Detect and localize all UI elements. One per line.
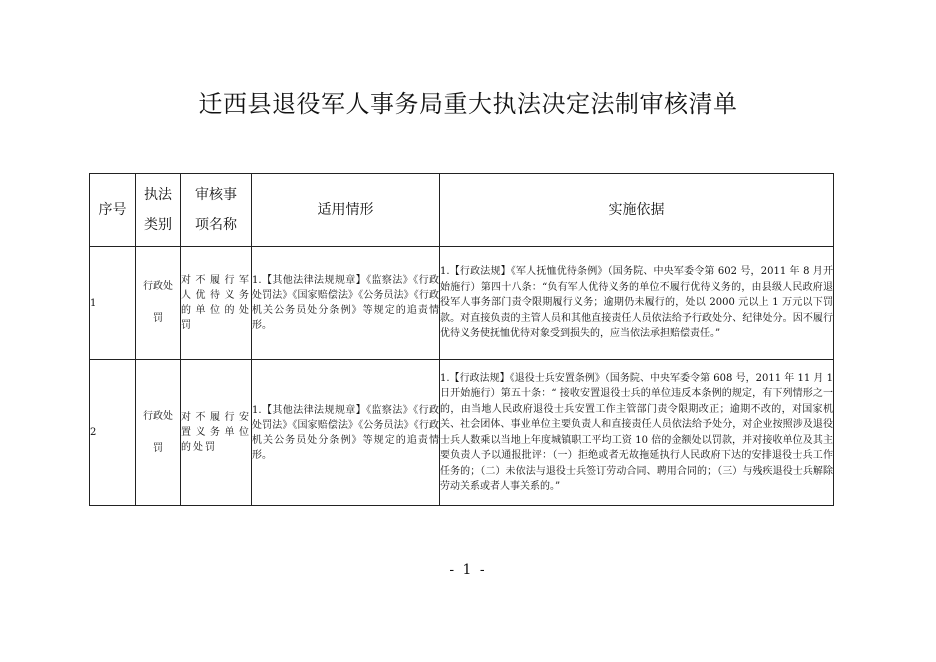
row-category — [136, 360, 181, 506]
document-title: 迁西县退役军人事务局重大执法决定法制审核清单 — [198, 90, 738, 118]
row-condition: 1.【其他法律法规规章】《监察法》《行政处罚法》《国家赔偿法》《公务员法》《行政机关公务员处分条例》等规定的追责情形。 — [252, 247, 440, 360]
row-condition: 1.【其他法律法规规章】《监察法》《行政处罚法》《国家赔偿法》《公务员法》《行政机关公务员处分条例》等规定的追责情形。 — [252, 360, 440, 506]
page-number: - 1 - — [449, 562, 487, 578]
header-item-line1: 审核事 — [195, 187, 237, 203]
header-item-name — [181, 174, 252, 247]
table-row — [90, 247, 834, 360]
table-header-row — [90, 174, 834, 247]
header-item-line2: 项名称 — [195, 217, 237, 233]
row-category — [136, 247, 181, 360]
row-category-line2: 罚 — [153, 442, 163, 454]
header-basis: 实施依据 — [440, 174, 834, 247]
row-category-line1: 行政处 — [143, 281, 173, 292]
row-item-name: 对不履行安置义务单位的处罚 — [181, 360, 252, 506]
row-category-line1: 行政处 — [143, 410, 173, 422]
row-basis: 1.【行政法规】《军人抚恤优待条例》（国务院、中央军委令第 602 号，2011 年 8 月开始施行）第四十八条：“负有军人优待义务的单位不履行优待义务的，由县级人民政府退役军人事务部门责令限期履行义务；逾期仍未履行的，处以 2000 元以上 1 万元以下罚款。对直接负责的主管人员和其他直接责任人员依法给予行政处分、纪律处分。因不履行优待义务使抚恤优待对象受到损失的，应当依法承担赔偿责任。” — [440, 247, 834, 360]
table-row — [90, 360, 834, 506]
row-basis: 1.【行政法规】《退役士兵安置条例》（国务院、中央军委令第 608 号，2011 年 11 月 1 日开始施行）第五十条：“ 接收安置退役士兵的单位违反本条例的规定，有下列情形之一的，由当地人民政府退役士兵安置工作主管部门责令限期改正；逾期不改的，对国家机关、社会团体、事业单位主要负责人和直接责任人员依法给予处分，对企业按照涉及退役士兵人数乘以当地上年度城镇职工平均工资 10 倍的金额处以罚款，并对接收单位及其主要负责人予以通报批评：（一）拒绝或者无故拖延执行人民政府下达的安排退役士兵工作任务的；（二）未依法与退役士兵签订劳动合同、聘用合同的；（三）与残疾退役士兵解除劳动关系或者人事关系的。” — [440, 360, 834, 506]
row-index: 1 — [90, 247, 136, 360]
row-category-line2: 罚 — [153, 313, 163, 324]
review-table — [89, 173, 834, 506]
header-category-line2: 类别 — [144, 217, 172, 233]
header-index: 序号 — [90, 174, 136, 247]
header-category — [136, 174, 181, 247]
header-category-line1: 执法 — [144, 187, 172, 203]
row-index: 2 — [90, 360, 136, 506]
header-condition: 适用情形 — [252, 174, 440, 247]
row-item-name: 对不履行军人优待义务的单位的处罚 — [181, 247, 252, 360]
